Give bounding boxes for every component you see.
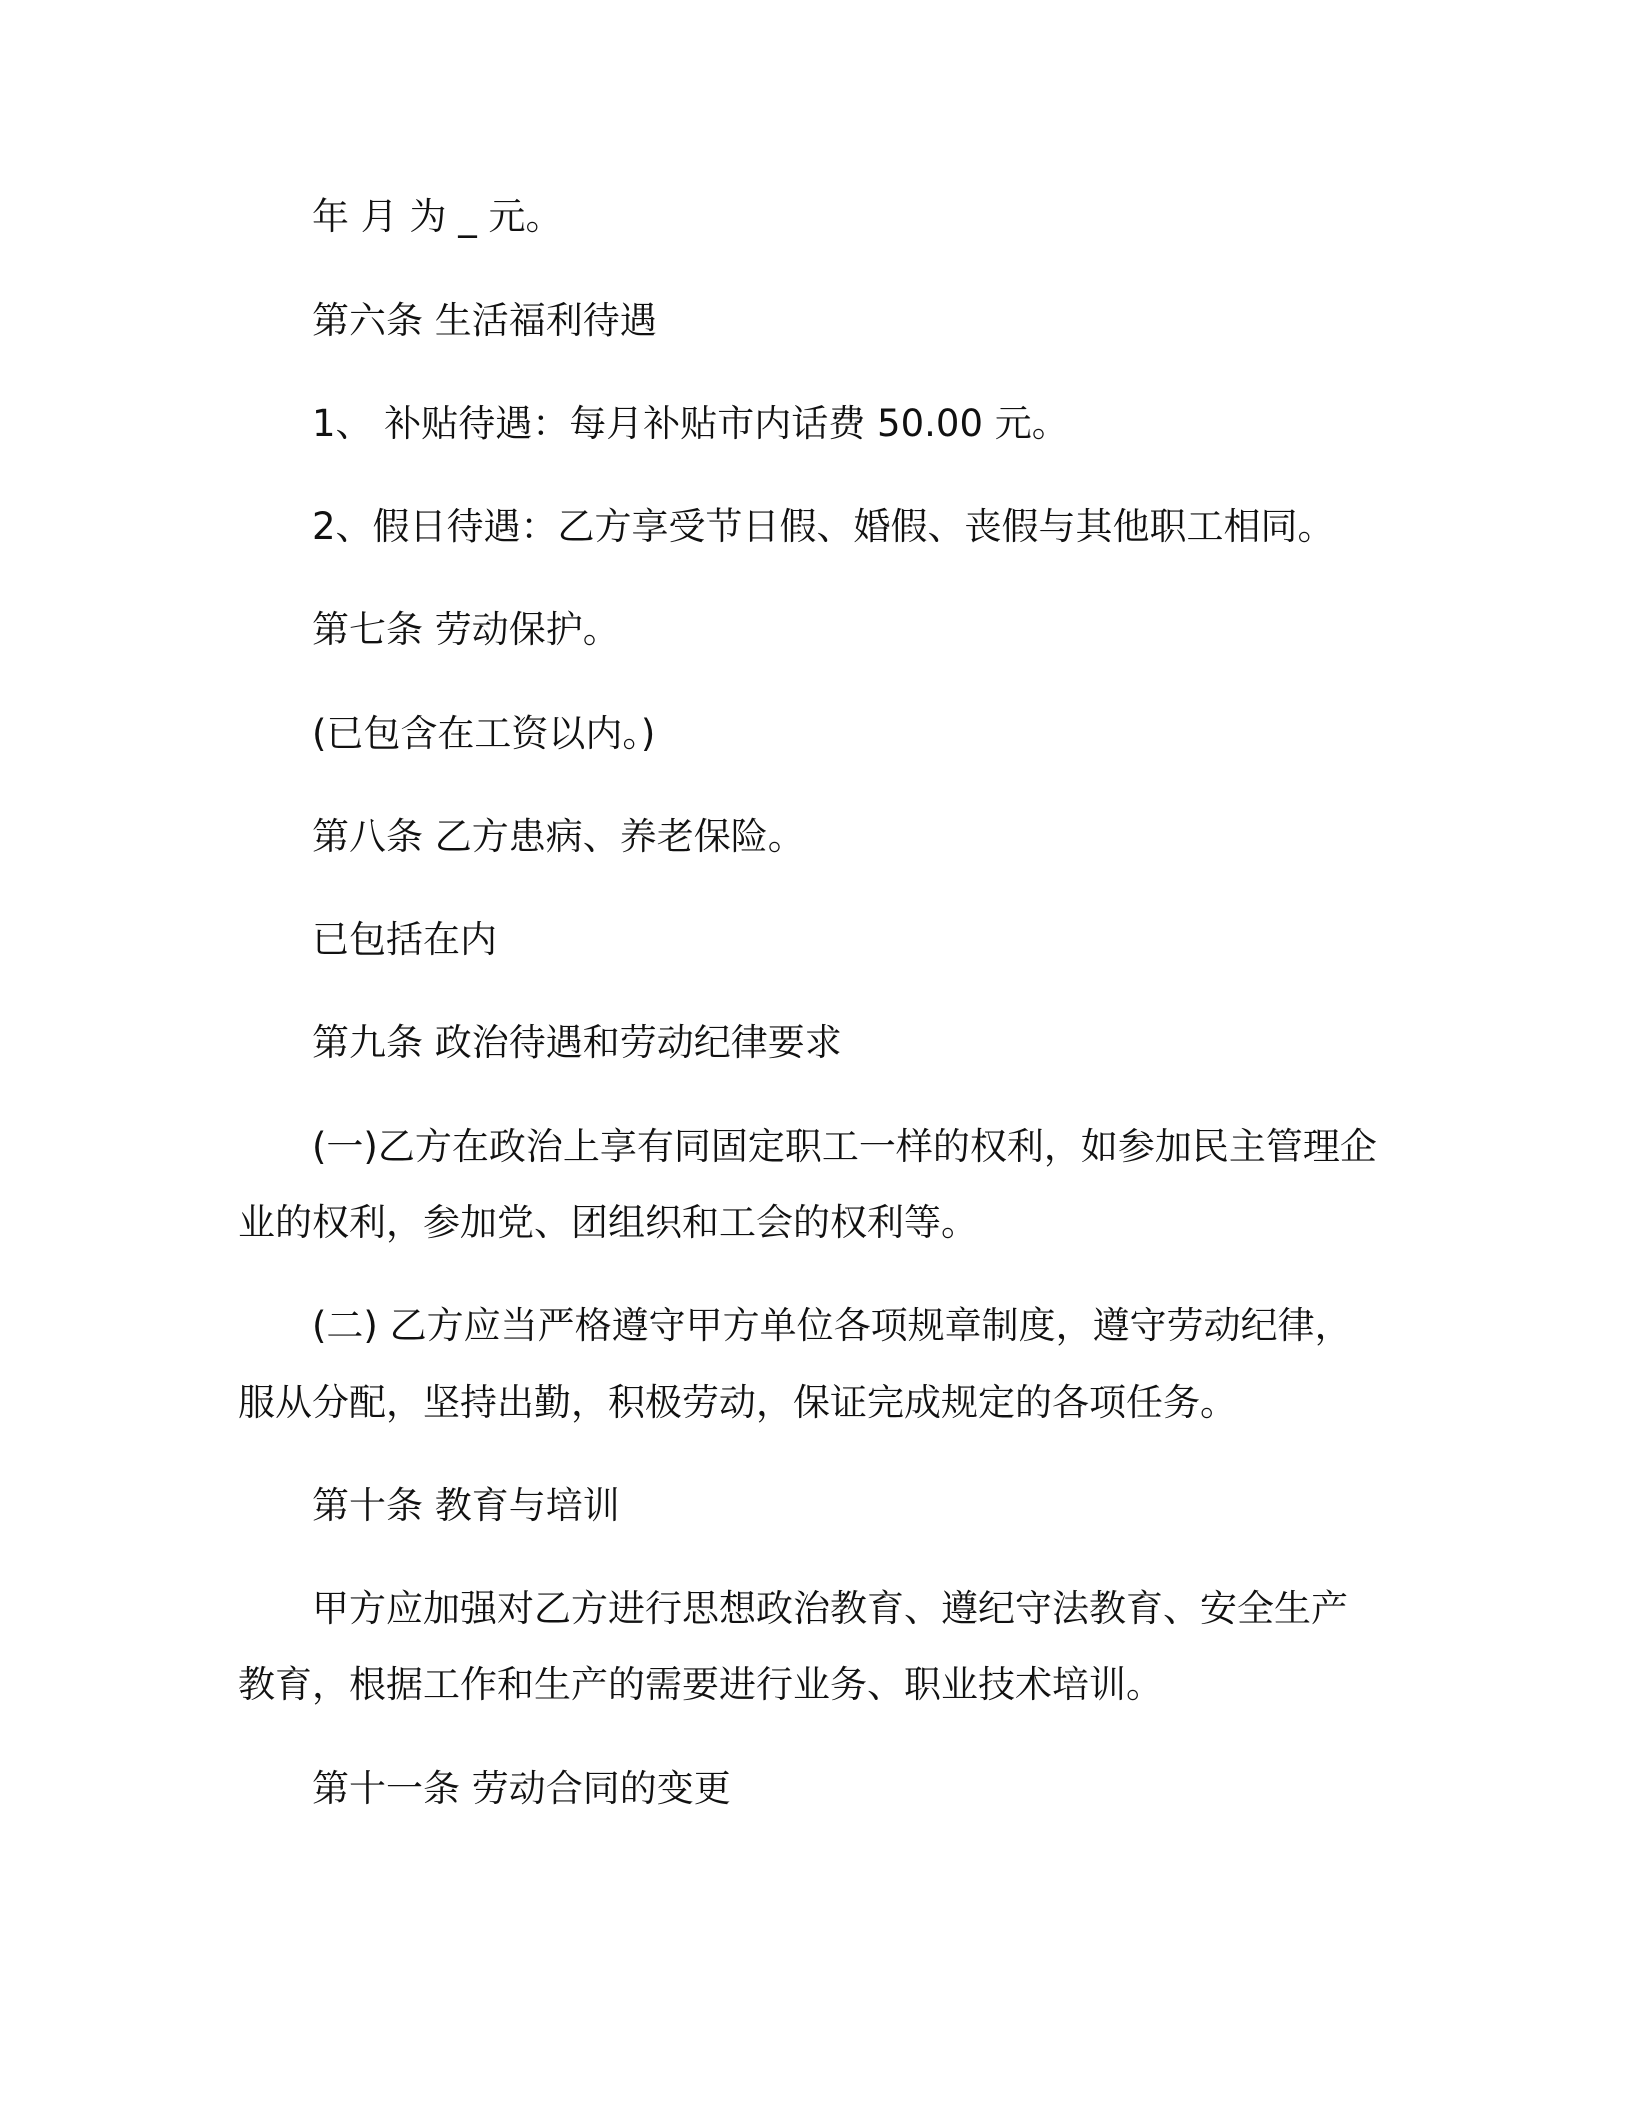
text-line: 已包括在内 [312, 918, 497, 961]
text-line: 年 月 为 _ 元。 [312, 195, 563, 238]
paragraph-line: (二) 乙方应当严格遵守甲方单位各项规章制度，遵守劳动纪律， [312, 1304, 1352, 1347]
text-line: 1、 补贴待遇：每月补贴市内话费 50.00 元。 [312, 402, 1069, 445]
text-line: (已包含在工资以内。) [312, 712, 656, 755]
paragraph-line: 甲方应加强对乙方进行思想政治教育、遵纪守法教育、安全生产 [312, 1587, 1348, 1630]
section-heading-8: 第八条 乙方患病、养老保险。 [312, 815, 805, 858]
paragraph-line: 教育，根据工作和生产的需要进行业务、职业技术培训。 [238, 1663, 1163, 1706]
section-heading-6: 第六条 生活福利待遇 [312, 299, 657, 342]
section-heading-9: 第九条 政治待遇和劳动纪律要求 [312, 1021, 842, 1064]
paragraph-line: 服从分配，坚持出勤，积极劳动，保证完成规定的各项任务。 [238, 1381, 1237, 1424]
section-heading-10: 第十条 教育与培训 [312, 1484, 620, 1527]
paragraph-line: (一)乙方在政治上享有同固定职工一样的权利，如参加民主管理企 [312, 1125, 1377, 1168]
section-heading-11: 第十一条 劳动合同的变更 [312, 1767, 731, 1810]
text-line: 2、假日待遇：乙方享受节日假、婚假、丧假与其他职工相同。 [312, 505, 1335, 548]
section-heading-7: 第七条 劳动保护。 [312, 608, 620, 651]
paragraph-line: 业的权利，参加党、团组织和工会的权利等。 [238, 1201, 978, 1244]
